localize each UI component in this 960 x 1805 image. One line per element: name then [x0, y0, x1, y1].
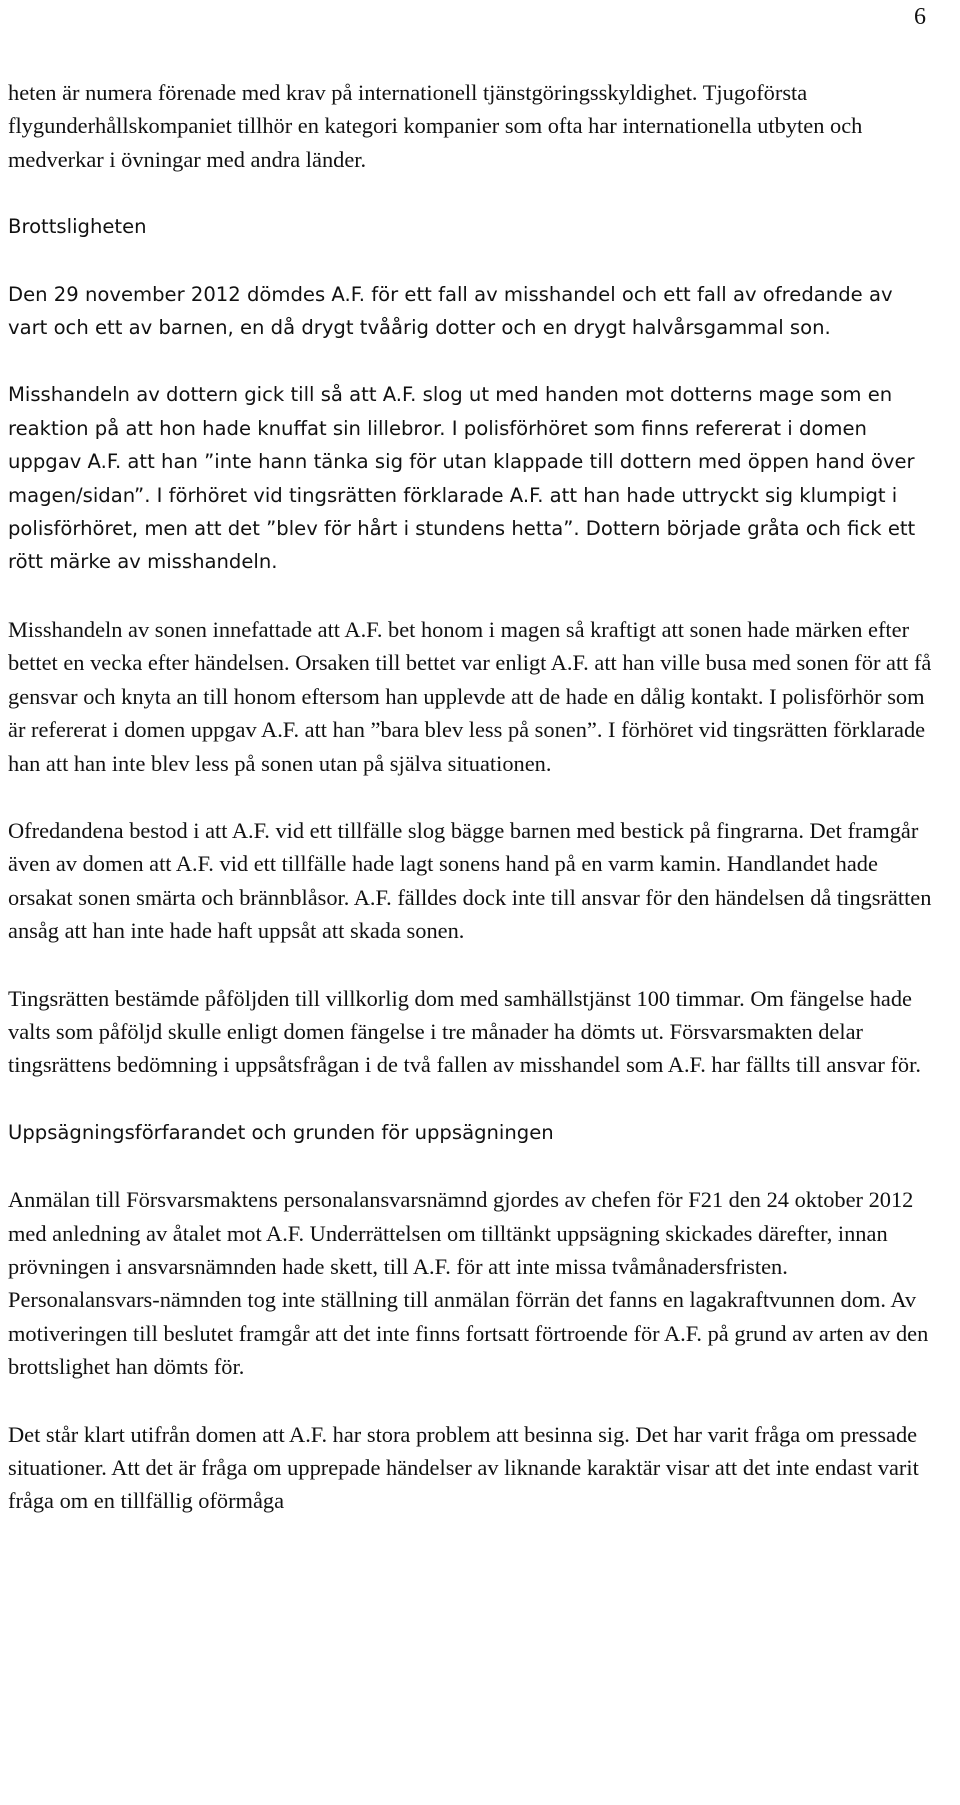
- paragraph-dismissal-report: Anmälan till Försvarsmaktens personalansvarsnämnd gjordes av chefen för F21 den 24 oktober 2012 med anledning av åtalet mot A.F. Underrättelsen om tilltänkt uppsägning skickades därefter, innan prövningen i ansvarsnämnden hade skett, till A.F. för att inte missa tvåmånadersfristen. Personalansvars-nämnden tog inte ställning till anmälan förrän det fanns en lagakraftvunnen dom. Av motiveringen till beslutet framgår att det inte finns fortsatt förtroende för A.F. på grund av arten av den brottslighet han dömts för.: [8, 1187, 929, 1380]
- section-heading-brottsligheten: Brottsligheten: [8, 215, 147, 239]
- paragraph-verdict: Den 29 november 2012 dömdes A.F. för ett fall av misshandel och ett fall av ofredande av vart och ett av barnen, en då drygt tvåårig dotter och en drygt halvårsgammal son.: [8, 282, 893, 340]
- paragraph-daughter-assault: Misshandeln av dottern gick till så att A.F. slog ut med handen mot dotterns mage som en reaktion på att hon hade knuffat sin lillebror. I polisförhöret som finns refererat i domen uppgav A.F. att han ”inte hann tänka sig för utan klappade till dottern med öppen hand över magen/sidan”. I förhöret vid tingsrätten förklarade A.F. att han hade uttryckt sig klumpigt i polisförhöret, men att det ”blev för hårt i stundens hetta”. Dottern började gråta och fick ett rött märke av misshandeln.: [8, 383, 916, 574]
- paragraph-molestation: Ofredandena bestod i att A.F. vid ett tillfälle slog bägge barnen med bestick på fingrarna. Det framgår även av domen att A.F. vid ett tillfälle hade lagt sonens hand på en varm kamin. Handlandet hade orsakat sonen smärta och brännblåsor. A.F. fälldes dock inte till ansvar för den händelsen då tingsrätten ansåg att han inte hade haft uppsåt att skada sonen.: [8, 817, 932, 944]
- paragraph-sentence: Tingsrätten bestämde påföljden till villkorlig dom med samhällstjänst 100 timmar. Om fängelse hade valts som påföljd skulle enligt domen fängelse i tre månader ha dömts ut. Försvarsmakten delar tingsrättens bedömning i uppsåtsfrågan i de två fallen av misshandel som A.F. har fällts till ansvar för.: [8, 985, 921, 1078]
- paragraph-international-duty: heten är numera förenade med krav på internationell tjänstgöringsskyldighet. Tjugoförsta flygunderhållskompaniet tillhör en kategori kompanier som ofta har internationella utbyten och medverkar i övningar med andra länder.: [8, 80, 863, 172]
- page-number: 6: [914, 4, 926, 30]
- section-heading-dismissal-procedure: Uppsägningsförfarandet och grunden för uppsägningen: [8, 1120, 554, 1144]
- paragraph-son-assault: Misshandeln av sonen innefattade att A.F. bet honom i magen så kraftigt att sonen hade märken efter bettet en vecka efter händelsen. Orsaken till bettet var enligt A.F. att han ville busa med sonen för att få gensvar och knyta an till honom eftersom han upplevde att de hade en dålig kontakt. I polisförhör som är refererat i domen uppgav A.F. att han ”bara blev less på sonen”. I förhöret vid tingsrätten förklarade han att han inte blev less på sonen utan på själva situationen.: [8, 616, 932, 776]
- paragraph-assessment: Det står klart utifrån domen att A.F. har stora problem att besinna sig. Det har varit fråga om pressade situationer. Att det är fråga om upprepade händelser av liknande karaktär visar att det inte endast varit fråga om en tillfällig oförmåga: [8, 1421, 919, 1514]
- document-body: [8, 76, 938, 1552]
